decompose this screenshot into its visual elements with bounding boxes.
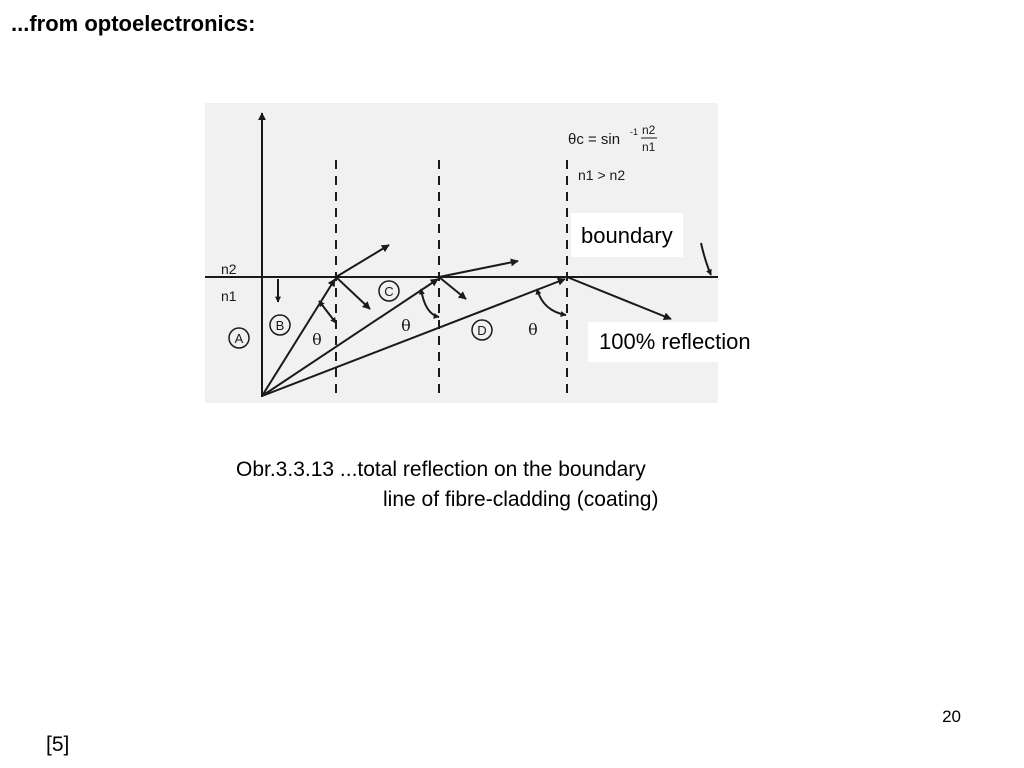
reference-citation: [5] <box>46 733 70 756</box>
medium-label-n2: n2 <box>221 261 237 277</box>
critical-angle-formula-exponent: -1 <box>630 127 639 137</box>
angle-label-b: θ <box>312 330 322 349</box>
page-number: 20 <box>942 707 961 726</box>
ray-label-c: C <box>384 284 394 299</box>
reflection-callout: 100% reflection <box>588 322 763 362</box>
angle-label-d: θ <box>528 320 538 339</box>
ray-label-a: A <box>234 331 244 346</box>
medium-label-n1: n1 <box>221 288 237 304</box>
refractive-index-condition: n1 > n2 <box>578 167 626 183</box>
slide-title: ...from optoelectronics: <box>11 11 256 36</box>
figure-caption <box>236 455 658 515</box>
boundary-callout: boundary <box>571 213 683 257</box>
ray-label-d: D <box>477 323 487 338</box>
critical-angle-formula-denominator: n1 <box>642 140 656 154</box>
caption-line-1: Obr.3.3.13 ...total reflection on the boundary <box>236 458 646 481</box>
critical-angle-formula-numerator: n2 <box>642 123 656 137</box>
ray-label-b: B <box>275 318 285 333</box>
critical-angle-formula-lhs: θc = sin <box>568 131 621 148</box>
caption-line-2: line of fibre-cladding (coating) <box>383 488 659 511</box>
angle-label-c: θ <box>401 316 411 335</box>
